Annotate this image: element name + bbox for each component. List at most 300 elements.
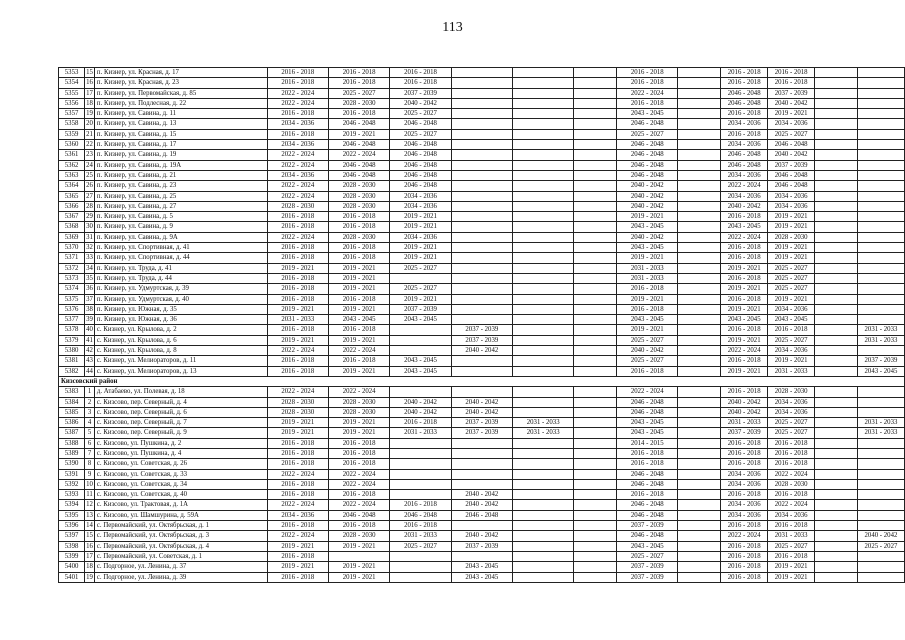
table-cell: 5354	[59, 78, 85, 88]
table-cell: 2016 - 2018	[267, 325, 328, 335]
table-cell	[857, 273, 904, 283]
table-cell: 19	[86, 110, 93, 118]
table-cell: 2046 - 2048	[390, 150, 451, 160]
table-cell	[678, 160, 721, 170]
table-cell: 2016 - 2018	[768, 521, 815, 531]
table-cell	[451, 284, 512, 294]
table-cell	[513, 531, 574, 541]
table-cell: п. Кизнер, ул. Савина, д. 13	[94, 119, 267, 129]
table-cell: 18	[86, 99, 93, 107]
table-cell	[574, 407, 617, 417]
table-cell	[815, 263, 858, 273]
table-cell	[513, 68, 574, 78]
table-cell	[815, 479, 858, 489]
table-row	[59, 304, 905, 314]
table-cell	[451, 356, 512, 366]
table-cell	[678, 263, 721, 273]
table-cell: 2022 - 2024	[721, 232, 768, 242]
table-cell: 2016 - 2018	[721, 459, 768, 469]
table-cell: 43	[86, 357, 93, 365]
table-cell	[574, 346, 617, 356]
table-cell: 2031 - 2033	[617, 263, 678, 273]
table-cell: 2034 - 2036	[721, 479, 768, 489]
table-cell: 2016 - 2018	[267, 490, 328, 500]
table-cell: 2037 - 2039	[451, 335, 512, 345]
table-cell: 2043 - 2045	[617, 541, 678, 551]
table-cell	[815, 418, 858, 428]
table-cell: 5394	[59, 500, 85, 510]
table-cell	[678, 109, 721, 119]
table-cell	[815, 68, 858, 78]
table-cell: с. Кизсово, ул. Советская, д. 40	[94, 490, 267, 500]
table-cell: с. Кизсово, ул. Трактовая, д. 1А	[94, 500, 267, 510]
table-cell: 2019 - 2021	[328, 284, 389, 294]
table-cell: 2040 - 2042	[451, 407, 512, 417]
table-cell	[815, 170, 858, 180]
table-cell: 11	[86, 491, 93, 499]
table-cell	[513, 232, 574, 242]
table-cell	[857, 253, 904, 263]
table-row	[59, 438, 905, 448]
table-cell	[815, 335, 858, 345]
table-cell	[574, 562, 617, 572]
page-number: 113	[442, 20, 463, 35]
table-cell: 5363	[59, 170, 85, 180]
table-cell: 5401	[59, 572, 85, 582]
table-cell	[678, 284, 721, 294]
table-cell: с. Первомайский, ул. Октябрьская, д. 1	[94, 521, 267, 531]
table-cell: 18	[86, 563, 93, 571]
table-cell	[574, 448, 617, 458]
table-cell	[451, 150, 512, 160]
table-cell	[815, 253, 858, 263]
table-cell: 2019 - 2021	[721, 284, 768, 294]
table-row	[59, 335, 905, 345]
table-cell: 2016 - 2018	[617, 448, 678, 458]
table-cell: 2	[85, 397, 95, 407]
table-cell: с. Кизсово, ул. Советская, д. 34	[94, 479, 267, 489]
table-row	[59, 222, 905, 232]
table-cell: 5356	[59, 98, 85, 108]
table-cell	[513, 284, 574, 294]
table-row	[59, 140, 905, 150]
table-cell: 2016 - 2018	[721, 68, 768, 78]
table-row	[59, 459, 905, 469]
table-row	[59, 253, 905, 263]
table-cell	[857, 222, 904, 232]
table-cell: 2022 - 2024	[328, 346, 389, 356]
table-cell	[390, 325, 451, 335]
table-cell	[857, 469, 904, 479]
table-cell: с. Кизнер, ул. Крылова, д. 2	[94, 325, 267, 335]
table-cell	[678, 428, 721, 438]
table-cell: 2040 - 2042	[721, 407, 768, 417]
table-cell	[574, 222, 617, 232]
table-cell: 2016 - 2018	[267, 448, 328, 458]
table-cell: 2046 - 2048	[390, 510, 451, 520]
table-cell: 2016 - 2018	[721, 212, 768, 222]
table-cell	[390, 479, 451, 489]
table-cell: 2016 - 2018	[721, 438, 768, 448]
table-cell	[328, 551, 389, 561]
table-cell: 2019 - 2021	[768, 572, 815, 582]
table-cell: 2046 - 2048	[768, 140, 815, 150]
table-cell	[857, 294, 904, 304]
table-cell: 2022 - 2024	[721, 531, 768, 541]
table-cell: п. Кизнер, ул. Савина, д. 17	[94, 140, 267, 150]
table-row	[59, 119, 905, 129]
table-cell	[857, 119, 904, 129]
table-cell: 2016 - 2018	[267, 78, 328, 88]
table-row	[59, 232, 905, 242]
table-cell: с. Кизнер, ул. Крылова, д. 8	[94, 346, 267, 356]
table-cell	[815, 294, 858, 304]
table-cell	[390, 459, 451, 469]
table-cell	[857, 490, 904, 500]
table-cell: 25	[86, 171, 93, 179]
table-cell	[815, 490, 858, 500]
table-row	[59, 356, 905, 366]
table-cell	[857, 191, 904, 201]
table-cell: 2034 - 2036	[768, 407, 815, 417]
table-cell: 2019 - 2021	[328, 366, 389, 376]
table-cell: п. Кизнер, ул. Савина, д. 11	[94, 109, 267, 119]
table-cell	[574, 109, 617, 119]
table-cell: п. Кизнер, ул. Труда, д. 44	[94, 273, 267, 283]
table-cell: 2016 - 2018	[267, 243, 328, 253]
table-cell	[574, 521, 617, 531]
table-body-bottom	[59, 387, 905, 583]
table-cell	[390, 387, 451, 397]
table-cell	[815, 191, 858, 201]
table-cell: 2016 - 2018	[267, 273, 328, 283]
table-cell	[513, 572, 574, 582]
table-cell: 5365	[59, 191, 85, 201]
table-cell: 2043 - 2045	[390, 356, 451, 366]
table-cell: п. Кизнер, ул. Савина, д. 19	[94, 150, 267, 160]
table-cell: п. Кизнер, ул. Савина, д. 19А	[94, 160, 267, 170]
table-cell: 2046 - 2048	[721, 88, 768, 98]
table-cell: 2016 - 2018	[721, 387, 768, 397]
table-cell: 2019 - 2021	[267, 428, 328, 438]
table-cell: п. Кизнер, ул. Савина, д. 23	[94, 181, 267, 191]
table-cell	[678, 572, 721, 582]
table-cell: 2025 - 2027	[617, 356, 678, 366]
table-cell	[513, 479, 574, 489]
table-cell: 2022 - 2024	[768, 469, 815, 479]
table-cell: 2022 - 2024	[267, 88, 328, 98]
table-cell	[678, 387, 721, 397]
table-cell: 2037 - 2039	[451, 428, 512, 438]
table-cell: 2019 - 2021	[617, 294, 678, 304]
table-cell	[857, 232, 904, 242]
table-cell	[678, 191, 721, 201]
table-cell: 2031 - 2033	[390, 531, 451, 541]
table-row	[59, 191, 905, 201]
table-cell: с. Кизнер, ул. Мелиораторов, д. 11	[94, 356, 267, 366]
table-cell: 6	[85, 438, 95, 448]
table-cell: 2016 - 2018	[267, 212, 328, 222]
table-cell: 2022 - 2024	[328, 469, 389, 479]
table-cell: 2040 - 2042	[390, 98, 451, 108]
table-cell: 2046 - 2048	[617, 397, 678, 407]
table-cell: 2037 - 2039	[617, 572, 678, 582]
table-cell: 2016 - 2018	[768, 78, 815, 88]
table-cell	[451, 469, 512, 479]
table-cell: с. Кизсово, пер. Северный, д. 4	[94, 397, 267, 407]
table-cell	[574, 356, 617, 366]
table-cell	[678, 407, 721, 417]
table-cell	[513, 129, 574, 139]
table-cell	[857, 500, 904, 510]
table-cell	[513, 253, 574, 263]
table-cell: 5380	[59, 346, 85, 356]
table-cell	[451, 366, 512, 376]
table-cell: 2040 - 2042	[451, 500, 512, 510]
table-cell	[574, 150, 617, 160]
table-cell: 2028 - 2030	[768, 479, 815, 489]
table-cell: 2040 - 2042	[451, 531, 512, 541]
table-cell: 2016 - 2018	[267, 551, 328, 561]
table-cell: п. Кизнер, ул. Удмуртская, д. 40	[94, 294, 267, 304]
table-cell	[678, 562, 721, 572]
table-cell: 2034 - 2036	[768, 119, 815, 129]
table-cell: 2016 - 2018	[617, 366, 678, 376]
table-row	[59, 325, 905, 335]
table-cell: 2043 - 2045	[451, 572, 512, 582]
table-cell: 2043 - 2045	[721, 222, 768, 232]
table-cell	[857, 181, 904, 191]
table-cell: 2016 - 2018	[721, 572, 768, 582]
table-cell: 9	[85, 469, 95, 479]
table-row	[59, 263, 905, 273]
table-cell: 2022 - 2024	[267, 150, 328, 160]
table-cell	[678, 459, 721, 469]
table-cell	[574, 232, 617, 242]
table-cell: 2022 - 2024	[267, 160, 328, 170]
table-cell: 2028 - 2030	[328, 201, 389, 211]
table-cell	[678, 418, 721, 428]
table-cell: 42	[86, 347, 93, 355]
table-cell: 2016 - 2018	[768, 490, 815, 500]
table-cell	[815, 428, 858, 438]
table-cell	[678, 356, 721, 366]
table-cell: 16	[86, 79, 93, 87]
table-cell	[513, 448, 574, 458]
table-cell: 2016 - 2018	[267, 109, 328, 119]
table-cell: 5370	[59, 243, 85, 253]
table-cell: с. Кизнер, ул. Крылова, д. 6	[94, 335, 267, 345]
table-cell: 14	[86, 522, 93, 530]
table-cell	[390, 551, 451, 561]
table-cell: 2016 - 2018	[768, 448, 815, 458]
table-cell: 2043 - 2045	[328, 315, 389, 325]
table-cell: 2016 - 2018	[721, 541, 768, 551]
table-row	[59, 109, 905, 119]
table-cell: 2016 - 2018	[390, 68, 451, 78]
table-cell: 2043 - 2045	[721, 315, 768, 325]
table-cell	[513, 541, 574, 551]
table-cell: 5353	[59, 68, 85, 78]
table-cell: 2022 - 2024	[267, 191, 328, 201]
table-cell: с. Кизсово, пер. Северный, д. 6	[94, 407, 267, 417]
table-cell: с. Подгорное, ул. Ленина, д. 39	[94, 572, 267, 582]
table-cell	[815, 160, 858, 170]
table-cell	[678, 315, 721, 325]
table-cell	[390, 562, 451, 572]
table-cell	[815, 78, 858, 88]
table-cell	[857, 140, 904, 150]
table-cell	[857, 170, 904, 180]
table-cell: 2016 - 2018	[617, 78, 678, 88]
table-cell: 2037 - 2039	[617, 562, 678, 572]
table-cell: 2034 - 2036	[390, 232, 451, 242]
table-cell: 2016 - 2018	[328, 68, 389, 78]
table-cell	[451, 448, 512, 458]
table-row	[59, 428, 905, 438]
table-cell	[857, 562, 904, 572]
table-cell	[857, 448, 904, 458]
table-row	[59, 397, 905, 407]
table-cell: 2016 - 2018	[390, 78, 451, 88]
table-cell: 2016 - 2018	[721, 325, 768, 335]
schedule-table	[58, 67, 905, 583]
table-cell: 2019 - 2021	[267, 304, 328, 314]
table-cell: 2046 - 2048	[617, 407, 678, 417]
table-cell	[513, 78, 574, 88]
table-cell: 2046 - 2048	[617, 160, 678, 170]
table-cell: 34	[86, 264, 93, 272]
table-cell: 40	[86, 326, 93, 334]
table-cell: п. Кизнер, ул. Савина, д. 9	[94, 222, 267, 232]
table-cell: 2016 - 2018	[721, 129, 768, 139]
table-cell: 2031 - 2033	[857, 418, 904, 428]
table-cell: 2046 - 2048	[328, 160, 389, 170]
table-cell	[857, 438, 904, 448]
table-cell	[574, 490, 617, 500]
table-cell: п. Кизнер, ул. Южная, д. 36	[94, 315, 267, 325]
table-cell	[857, 201, 904, 211]
table-cell: 2016 - 2018	[267, 572, 328, 582]
table-cell: 2016 - 2018	[390, 521, 451, 531]
table-cell: 2019 - 2021	[768, 212, 815, 222]
table-cell	[815, 88, 858, 98]
table-cell: 2046 - 2048	[617, 170, 678, 180]
table-cell: 2019 - 2021	[768, 562, 815, 572]
table-cell: 2016 - 2018	[721, 562, 768, 572]
table-cell	[574, 78, 617, 88]
table-cell	[678, 510, 721, 520]
table-cell	[390, 490, 451, 500]
table-cell: 2022 - 2024	[617, 387, 678, 397]
table-cell: 2016 - 2018	[617, 284, 678, 294]
table-cell	[857, 129, 904, 139]
table-cell: 2046 - 2048	[768, 181, 815, 191]
table-cell: 2046 - 2048	[390, 160, 451, 170]
table-cell	[857, 243, 904, 253]
table-cell	[857, 459, 904, 469]
table-cell: 2016 - 2018	[267, 438, 328, 448]
table-cell	[815, 551, 858, 561]
table-cell: п. Кизнер, ул. Савина, д. 25	[94, 191, 267, 201]
table-cell: 2040 - 2042	[451, 490, 512, 500]
table-cell: 2019 - 2021	[267, 263, 328, 273]
table-cell: 2019 - 2021	[328, 541, 389, 551]
table-cell: 2016 - 2018	[617, 68, 678, 78]
table-cell: 2040 - 2042	[617, 191, 678, 201]
table-cell: 2016 - 2018	[267, 294, 328, 304]
table-cell	[815, 222, 858, 232]
table-cell: п. Кизнер, ул. Красная, д. 17	[94, 68, 267, 78]
table-cell	[815, 98, 858, 108]
table-cell	[574, 438, 617, 448]
table-cell: 2019 - 2021	[721, 366, 768, 376]
table-cell: 5387	[59, 428, 85, 438]
table-cell: 2031 - 2033	[857, 325, 904, 335]
table-cell: 2016 - 2018	[267, 284, 328, 294]
table-cell: 10	[86, 480, 93, 488]
table-cell: 2046 - 2048	[617, 469, 678, 479]
table-cell: 38	[86, 305, 93, 313]
table-cell: 5360	[59, 140, 85, 150]
table-cell: 2043 - 2045	[617, 315, 678, 325]
table-cell	[815, 541, 858, 551]
table-cell: 5397	[59, 531, 85, 541]
table-cell: 2046 - 2048	[328, 119, 389, 129]
table-cell	[513, 387, 574, 397]
table-cell: 2034 - 2036	[267, 510, 328, 520]
table-cell: 2040 - 2042	[721, 397, 768, 407]
table-cell: 5355	[59, 88, 85, 98]
table-cell: 7	[85, 448, 95, 458]
table-cell	[678, 232, 721, 242]
table-cell: 2019 - 2021	[617, 212, 678, 222]
table-cell: 2034 - 2036	[768, 201, 815, 211]
table-cell	[678, 222, 721, 232]
table-cell	[451, 109, 512, 119]
table-cell	[815, 459, 858, 469]
table-cell: 5358	[59, 119, 85, 129]
table-cell: 3	[85, 407, 95, 417]
section-title: Кизсовский район	[59, 376, 905, 386]
table-cell	[513, 201, 574, 211]
table-cell	[857, 387, 904, 397]
table-cell	[815, 500, 858, 510]
table-cell: 2031 - 2033	[857, 335, 904, 345]
table-cell	[678, 181, 721, 191]
table-cell: п. Кизнер, ул. Савина, д. 15	[94, 129, 267, 139]
table-cell: 5379	[59, 335, 85, 345]
table-cell: 5377	[59, 315, 85, 325]
table-cell: 26	[86, 182, 93, 190]
table-cell	[451, 78, 512, 88]
table-cell: 2016 - 2018	[267, 356, 328, 366]
table-cell	[513, 88, 574, 98]
table-cell	[574, 366, 617, 376]
table-cell: 2034 - 2036	[768, 510, 815, 520]
table-cell	[815, 356, 858, 366]
table-cell	[678, 325, 721, 335]
table-cell: 2034 - 2036	[768, 397, 815, 407]
table-cell: 2028 - 2030	[267, 201, 328, 211]
table-cell: 2019 - 2021	[328, 273, 389, 283]
table-cell: 5371	[59, 253, 85, 263]
table-cell	[574, 397, 617, 407]
table-cell: 2022 - 2024	[721, 346, 768, 356]
table-cell: 2016 - 2018	[267, 521, 328, 531]
table-cell: 2034 - 2036	[768, 346, 815, 356]
table-cell: 2014 - 2015	[617, 438, 678, 448]
